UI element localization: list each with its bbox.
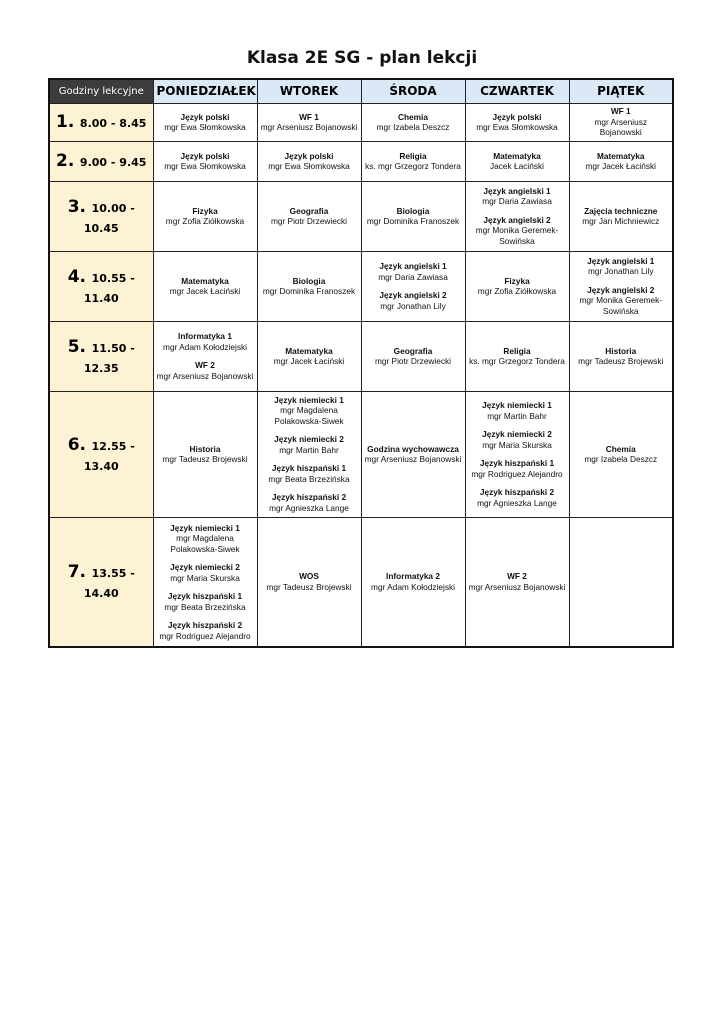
lesson-number: 3. xyxy=(67,196,86,217)
lesson-cell-wednesday xyxy=(361,391,465,517)
lesson-hour xyxy=(49,181,153,251)
subject-name: Geografia xyxy=(393,345,433,356)
teacher-name: mgr Jacek Łaciński xyxy=(273,356,345,366)
lesson-time: 8.00 - 8.45 xyxy=(79,117,147,130)
lesson-time: 10.55 - 11.40 xyxy=(83,271,135,305)
lesson-cell-tuesday xyxy=(257,141,361,181)
subject-name: Język angielski 2 xyxy=(379,290,447,300)
subject-name: Język angielski 1 xyxy=(587,255,655,266)
teacher-name: mgr Jonathan Lily xyxy=(588,266,654,277)
subject-name: Język polski xyxy=(284,150,334,161)
subject-name: Język hiszpański 2 xyxy=(271,492,347,503)
subject-name: WOS xyxy=(299,571,319,582)
subject-name: Religia xyxy=(399,150,427,161)
lesson-cell-thursday xyxy=(465,103,569,141)
teacher-name: mgr Magdalena Polakowska-Siwek xyxy=(170,533,240,554)
group-spacer xyxy=(573,277,670,285)
lesson-hour xyxy=(49,391,153,517)
subject-name: Język angielski 2 xyxy=(587,284,655,295)
lesson-cell-wednesday xyxy=(361,103,465,141)
subject-name: Język niemiecki 1 xyxy=(482,400,552,410)
lesson-cell-monday xyxy=(153,103,257,141)
teacher-name: mgr Adam Kołodziejski xyxy=(163,341,247,352)
lesson-cell-wednesday xyxy=(361,251,465,321)
lesson-time: 12.55 - 13.40 xyxy=(83,439,135,473)
subject-name: Język niemiecki 2 xyxy=(482,429,552,439)
subject-name: Matematyka xyxy=(596,150,645,161)
group-spacer xyxy=(157,352,254,360)
group-spacer xyxy=(469,450,566,458)
teacher-name: mgr Martin Bahr xyxy=(279,444,339,455)
subject-name: Biologia xyxy=(292,275,326,286)
subject-name: Geografia xyxy=(289,205,329,216)
teacher-name: mgr Beata Brzezińska xyxy=(268,473,350,484)
lesson-cell-tuesday xyxy=(257,321,361,391)
lesson-cell-tuesday xyxy=(257,103,361,141)
lesson-row xyxy=(49,141,673,181)
group-spacer xyxy=(365,282,462,290)
timetable xyxy=(48,78,674,648)
lesson-cell-friday xyxy=(569,251,673,321)
day-header-friday: PIĄTEK xyxy=(569,79,673,103)
lesson-number: 7. xyxy=(67,562,86,583)
lesson-time: 10.00 - 10.45 xyxy=(83,201,135,235)
lesson-hour xyxy=(49,251,153,321)
subject-name: Język angielski 1 xyxy=(379,261,447,271)
group-spacer xyxy=(469,421,566,429)
subject-name: WF 1 xyxy=(299,111,319,122)
teacher-name: ks. mgr Grzegorz Tondera xyxy=(469,356,565,366)
teacher-name: mgr Arseniusz Bojanowski xyxy=(156,370,254,381)
lesson-number: 1. xyxy=(56,112,75,132)
teacher-name: mgr Jacek Łaciński xyxy=(585,161,657,171)
lesson-cell-monday xyxy=(153,141,257,181)
teacher-name: mgr Tadeusz Brojewski xyxy=(162,454,248,464)
teacher-name: mgr Izabela Deszcz xyxy=(376,122,450,132)
lesson-cell-thursday xyxy=(465,517,569,647)
subject-name: WF 2 xyxy=(195,360,215,370)
day-header-tuesday: WTOREK xyxy=(257,79,361,103)
subject-name: Język niemiecki 1 xyxy=(170,522,240,533)
teacher-name: mgr Arseniusz Bojanowski xyxy=(594,116,648,138)
subject-name: Język hiszpański 1 xyxy=(167,591,243,601)
group-spacer xyxy=(157,612,254,620)
subject-name: Historia xyxy=(189,443,221,454)
teacher-name: mgr Adam Kołodziejski xyxy=(371,581,455,592)
teacher-name: mgr Rodriguez Alejandro xyxy=(471,468,563,479)
lesson-cell-thursday xyxy=(465,391,569,517)
lesson-cell-tuesday xyxy=(257,391,361,517)
subject-name: WF 1 xyxy=(610,106,631,117)
lesson-cell-friday xyxy=(569,517,673,647)
subject-name: Język niemiecki 2 xyxy=(170,562,240,572)
lesson-number: 6. xyxy=(67,434,86,455)
lesson-cell-friday xyxy=(569,391,673,517)
teacher-name: mgr Arseniusz Bojanowski xyxy=(468,581,566,592)
subject-name: Język hiszpański 2 xyxy=(167,620,243,630)
subject-name: Język niemiecki 2 xyxy=(274,434,344,445)
lesson-cell-thursday xyxy=(465,141,569,181)
subject-name: Język hiszpański 1 xyxy=(271,463,347,474)
teacher-name: mgr Dominika Franoszek xyxy=(262,286,356,296)
subject-name: Fizyka xyxy=(192,205,218,216)
teacher-name: mgr Martin Bahr xyxy=(487,410,547,421)
teacher-name: mgr Monika Geremek-Sowińska xyxy=(579,295,663,316)
lesson-cell-thursday xyxy=(465,181,569,251)
lesson-cell-wednesday xyxy=(361,141,465,181)
lesson-time: 9.00 - 9.45 xyxy=(79,156,147,169)
lesson-cell-monday xyxy=(153,391,257,517)
teacher-name: mgr Ewa Słomkowska xyxy=(268,161,350,171)
subject-name: Język polski xyxy=(492,111,542,122)
lesson-cell-monday xyxy=(153,321,257,391)
lesson-hour xyxy=(49,517,153,647)
lesson-cell-tuesday xyxy=(257,517,361,647)
teacher-name: mgr Zofia Ziółkowska xyxy=(477,286,557,296)
teacher-name: mgr Daria Zawiasa xyxy=(378,271,448,282)
lesson-row xyxy=(49,391,673,517)
subject-name: Historia xyxy=(605,345,637,356)
lesson-row xyxy=(49,181,673,251)
teacher-name: Jacek Łaciński xyxy=(490,161,544,171)
group-spacer xyxy=(157,554,254,562)
subject-name: Chemia xyxy=(605,443,636,454)
lesson-cell-monday xyxy=(153,181,257,251)
teacher-name: mgr Maria Skurska xyxy=(170,572,240,583)
lesson-cell-thursday xyxy=(465,321,569,391)
teacher-name: mgr Daria Zawiasa xyxy=(482,196,552,207)
header-row xyxy=(49,79,673,103)
subject-name: Matematyka xyxy=(181,275,229,286)
group-spacer xyxy=(261,426,358,434)
teacher-name: mgr Maria Skurska xyxy=(482,439,552,450)
teacher-name: mgr Tadeusz Brojewski xyxy=(266,581,352,592)
teacher-name: mgr Dominika Franoszek xyxy=(366,216,460,226)
lesson-row xyxy=(49,103,673,141)
teacher-name: mgr Monika Geremek-Sowińska xyxy=(475,225,559,246)
group-spacer xyxy=(469,207,566,215)
group-spacer xyxy=(469,479,566,487)
lesson-cell-wednesday xyxy=(361,321,465,391)
subject-name: Język angielski 1 xyxy=(483,185,551,196)
lesson-number: 2. xyxy=(56,151,75,171)
teacher-name: mgr Jonathan Lily xyxy=(380,300,446,311)
teacher-name: mgr Arseniusz Bojanowski xyxy=(364,454,462,464)
lesson-hour xyxy=(49,321,153,391)
page-title: Klasa 2E SG - plan lekcji xyxy=(246,48,478,68)
subject-name: Język angielski 2 xyxy=(483,214,551,225)
lesson-time: 13.55 - 14.40 xyxy=(83,567,135,601)
lesson-row xyxy=(49,517,673,647)
teacher-name: mgr Beata Brzezińska xyxy=(164,601,246,612)
lesson-cell-friday xyxy=(569,141,673,181)
subject-name: Język hiszpański 1 xyxy=(479,458,555,468)
teacher-name: mgr Ewa Słomkowska xyxy=(164,122,246,132)
teacher-name: ks. mgr Grzegorz Tondera xyxy=(365,161,461,171)
lesson-number: 5. xyxy=(67,336,86,357)
lesson-hour xyxy=(49,103,153,141)
teacher-name: mgr Zofia Ziółkowska xyxy=(165,216,245,226)
lesson-hour xyxy=(49,141,153,181)
teacher-name: mgr Ewa Słomkowska xyxy=(164,161,246,171)
lesson-row xyxy=(49,321,673,391)
group-spacer xyxy=(261,484,358,492)
subject-name: Język hiszpański 2 xyxy=(479,487,555,497)
subject-name: Informatyka 1 xyxy=(178,331,232,341)
subject-name: Język polski xyxy=(180,150,230,161)
teacher-name: mgr Arseniusz Bojanowski xyxy=(260,122,358,132)
lesson-cell-wednesday xyxy=(361,517,465,647)
hours-header: Godziny lekcyjne xyxy=(49,79,153,103)
subject-name: Fizyka xyxy=(504,275,530,286)
subject-name: Godzina wychowawcza xyxy=(367,443,459,454)
subject-name: Matematyka xyxy=(285,345,333,356)
teacher-name: mgr Agnieszka Lange xyxy=(269,502,349,513)
subject-name: Zajęcia techniczne xyxy=(584,205,658,216)
teacher-name: mgr Agnieszka Lange xyxy=(477,497,557,508)
subject-name: Biologia xyxy=(396,205,430,216)
lesson-cell-tuesday xyxy=(257,251,361,321)
teacher-name: mgr Ewa Słomkowska xyxy=(476,122,558,132)
teacher-name: mgr Piotr Drzewiecki xyxy=(270,216,348,226)
lesson-cell-wednesday xyxy=(361,181,465,251)
teacher-name: mgr Tadeusz Brojewski xyxy=(578,356,664,366)
subject-name: Język niemiecki 1 xyxy=(274,394,344,405)
lesson-row xyxy=(49,251,673,321)
lesson-cell-monday xyxy=(153,517,257,647)
day-header-wednesday: ŚRODA xyxy=(361,79,465,103)
teacher-name: mgr Jacek Łaciński xyxy=(169,286,241,296)
subject-name: Chemia xyxy=(398,111,428,122)
subject-name: Religia xyxy=(503,345,531,356)
teacher-name: mgr Magdalena Polakowska-Siwek xyxy=(274,405,344,426)
lesson-number: 4. xyxy=(67,266,86,287)
group-spacer xyxy=(157,583,254,591)
teacher-name: mgr Piotr Drzewiecki xyxy=(374,356,452,366)
subject-name: Informatyka 2 xyxy=(386,571,440,582)
group-spacer xyxy=(261,455,358,463)
lesson-cell-friday xyxy=(569,181,673,251)
lesson-cell-friday xyxy=(569,321,673,391)
subject-name: WF 2 xyxy=(507,571,527,582)
lesson-cell-monday xyxy=(153,251,257,321)
lesson-time: 11.50 - 12.35 xyxy=(83,341,135,375)
lesson-cell-friday xyxy=(569,103,673,141)
subject-name: Język polski xyxy=(180,111,230,122)
subject-name: Matematyka xyxy=(493,150,541,161)
teacher-name: mgr Jan Michniewicz xyxy=(582,216,660,226)
lesson-cell-tuesday xyxy=(257,181,361,251)
day-header-monday: PONIEDZIAŁEK xyxy=(153,79,257,103)
teacher-name: mgr Izabela Deszcz xyxy=(584,454,658,464)
lesson-cell-thursday xyxy=(465,251,569,321)
day-header-thursday: CZWARTEK xyxy=(465,79,569,103)
teacher-name: mgr Rodriguez Alejandro xyxy=(159,630,251,641)
